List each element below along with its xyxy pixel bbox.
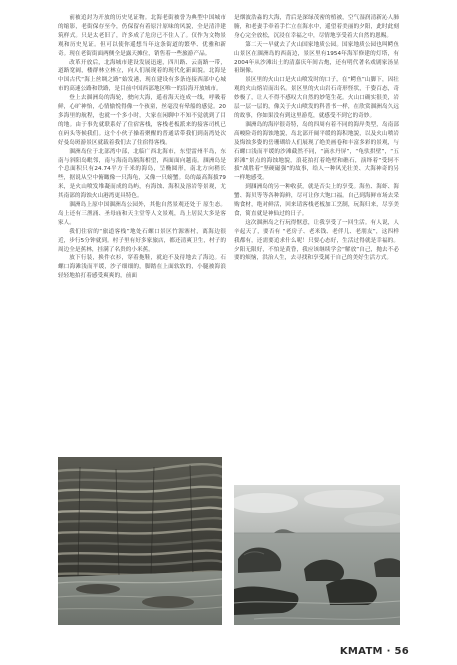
coastal-cliff-photo (58, 457, 222, 625)
article-left-column (58, 14, 226, 281)
page-number-label: KMATM · 56 (339, 646, 409, 657)
sea-rocks-photo (234, 485, 400, 625)
paragraph: 我们住宿的“旅道客栈”地处石螺口景区竹源寨村，离海边很近，步行5分钟就到。村子里有好多家旅店，都还清爽卫生，村子的周边全是蕉林，挂满了名贵的小米蕉。 (58, 228, 226, 253)
paragraph: 前被追封为开放的历史见证物。北海老街被誉为典型中国城市的缩影，老街保存至今，仍保留有着原汁原味的风貌，全是清洋建筑样式。只是太老旧了，许多成了危房已不住人了。仅作为文物景观和历史见证。但可以使你遥想当年这条街道的繁华、优雅和新奇。现在老街街面两侧全是露天摊位，销售着一些旅游产品。 (58, 15, 226, 57)
paragraph: 是烟波浩淼的大海，背后是深绿茂密的植被，空气湿润清新沁人肺腑，和老妻手牵着手伫立在海水中，遥望着美丽的夕阳，此时此刻身心完全放松，沉浸在幸福之中，尽情地享受着大自然的恩赐。 (234, 15, 399, 39)
paragraph: 放下行装，换件衣衫，穿着拖鞋，就迫不及待地去了海边。石螺口海滩浅而平缓，沙子细细的，脚踏在上面软软的，小腿被海浪轻轻地拍打着感受爽爽的，前面 (58, 255, 226, 280)
paragraph: 涠洲岛上原中国涠洲岛公园外，其他自然景观还处于 原生态。岛上还有三渔涌、圣母庙和天主堂等人文景观，岛上居民大多是客家人。 (58, 202, 226, 226)
article-right-column (234, 14, 399, 263)
paragraph: 登上去涠洲岛的海轮，驶向大海，遥看海天连成一线，呼吸着鲜，心旷神怡，心情愉悦得像一个孩童，丝毫没有晕船的感觉。20多海里的航程，也就一个多小时，大家在闲聊中不知不觉就到了目的地。由于事先就联系好了住宿客栈，客栈老板派来的接客司机已在码头等候我们。这个小伙子操着聚醒的普通话带我们到南湾处次好曼岛斑游景区就载着我们去了住宿得客栈。 (58, 95, 226, 146)
paragraph: 涠洲岛位于北部湾中部，北临广西北海市，东望雷州半岛，东南与斜阳岛毗邻，南与海南岛隔海相望，西面面向越南。涠洲岛是个总面积只有24.74平方千米的海岛，呈椭圆形，南北方向稍长些，据说从空中俯瞰像一只海龟，又像一只螃蟹。岛的最高海拔79米，是火山喷发堆凝而成的岛屿，有海蚀、海积及溶岩等景观，尤其南部的海蚀火山港湾更具特色。 (58, 148, 226, 200)
paragraph: 到涠洲岛的另一种收获，就是否尖上的享受。海鱼、海虾、海蟹、海贝等等各种海鲜，尽可让你大饱口福。自己到海鲜市场去采购食材，绝对鲜活，回来请客栈老板加工烹制，玩海归来，尽享美食，简直就是神仙过的日子。 (234, 184, 399, 217)
paragraph: 景区里的火山口是火山喷发时的口子，在“鳄鱼”山脚下，因壮观的火山熔岩而出名。景区里的火山岩石奇形怪状，千姿百态，奇妙极了，让人不得不感叹大自然的妙笔生花。火山口确实很美，岩层一层一层的，像关于火山喷发的科普书一样，在欣赏涠洲岛久远的故事，你如果没有到这里游览，就感受不到它的奇妙。 (234, 77, 399, 119)
paragraph: 改革开放后，北海城市建设发展迅速，四川路、云南路一带，道路宽阔，楼群林立林立，向人们展现着的现代化新面貌。北海是中国古代“海上丝绸之路”始发港，现在建设有多条连接西部中心城市的高速公路和铁路，是目前中国西部地区唯一的沿海开放城市。 (58, 59, 226, 93)
paragraph: 第二天一早就去了火山国家地质公园。国家地质公园也叫鳄鱼山景区在涠洲岛的西南边，景区里有1954年海军修建的灯塔，有2004年从沙滩出土的清嘉庆年间古炮，还有明代著名戏剧家汤显祖铜像。 (234, 41, 399, 75)
paragraph: 涠洲岛的海岸很奇特，岛的四周有着不同的海岸类型，岛南部高峻险奇的海蚀地貌，岛北部开阔平缓的海积地貌，以及火山喷岩及悔蚀多姿的岳珊瑚给人们展现了绝美画卷和丰富多彩的景观，与石螺口浅而平缓的沙滩截然不同，“滴水丹屏”，“龟驮拱壁”，“五彩滩”景点的海蚀地貌，浪花拍打着绝壁和礁石，演绎着“受轲不拔”战胜着“坚硬磁强”的故事，给人一种风光壮美、大海神奇的另一样地感受。 (234, 121, 399, 182)
paragraph: 这次涠洲岛之行玩得惬意，让我享受了一回生活。有人说，人辛起天了，要否有 “老房子、老米钱、老伴儿、老朋友”，这四样我都有，还需要追求什么呢！只要心态好，生活过得就是幸福的。夕阳无限好，不怕是黄昏，我应该继续学会“解放”自己，抛去不必要的烦恼，洪治人生，去寻找和享受属于自己的美好生活方式。 (234, 219, 399, 262)
